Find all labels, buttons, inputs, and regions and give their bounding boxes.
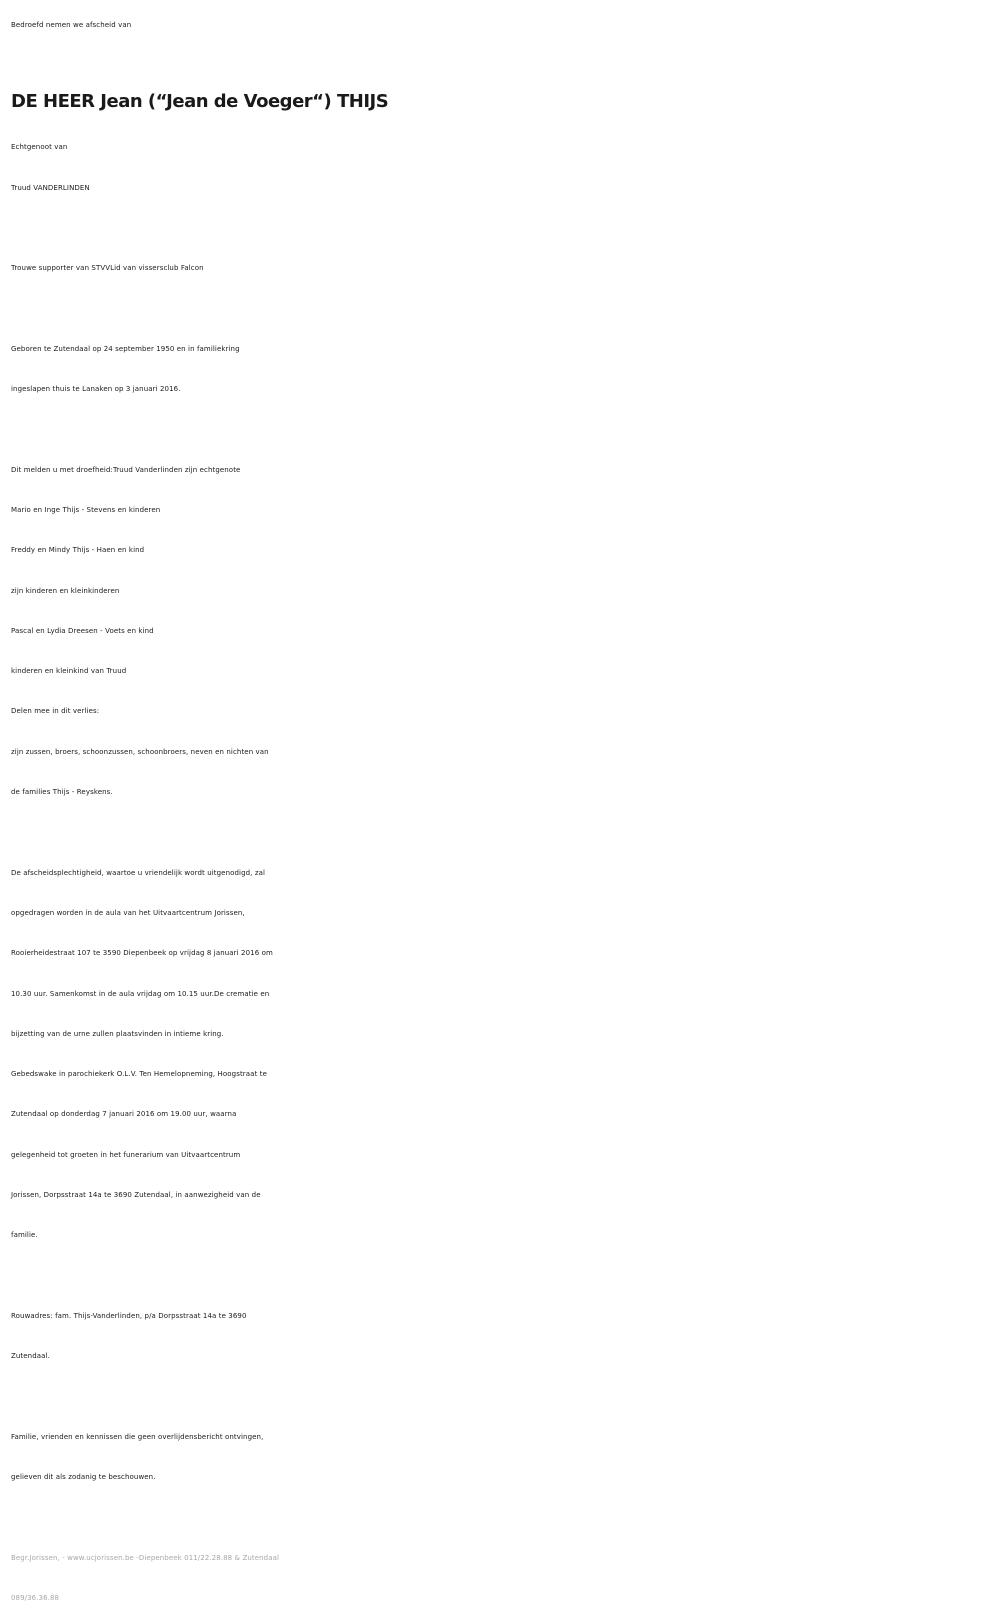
birth-line: ingeslapen thuis te Lanaken op 3 januari 2016. <box>11 385 181 394</box>
family-line: zijn zussen, broers, schoonzussen, schoonbroers, neven en nichten van <box>11 747 269 756</box>
ceremony-line: Rooierheidestraat 107 te 3590 Diepenbeek op vrijdag 8 januari 2016 om <box>11 949 273 958</box>
closing-line: gelieven dit als zodanig te beschouwen. <box>11 1473 156 1482</box>
ceremony-line: Gebedswake in parochiekerk O.L.V. Ten Hemelopneming, Hoogstraat te <box>11 1070 267 1079</box>
undertaker-footer <box>11 1538 991 1619</box>
ceremony-line: Zutendaal op donderdag 7 januari 2016 om 19.00 uur, waarna <box>11 1110 237 1119</box>
family-line: Pascal en Lydia Dreesen - Voets en kind <box>11 626 154 635</box>
deceased-name: DE HEER Jean (“Jean de Voeger“) THIJS <box>11 91 389 113</box>
ceremony-line: bijzetting van de urne zullen plaatsvinden in intieme kring. <box>11 1029 224 1038</box>
family-line: Delen mee in dit verlies: <box>11 707 100 716</box>
closing-line: Familie, vrienden en kennissen die geen overlijdensbericht ontvingen, <box>11 1432 264 1441</box>
address-line: Zutendaal. <box>11 1352 50 1361</box>
address-line: Rouwadres: fam. Thijs-Vanderlinden, p/a Dorpsstraat 14a te 3690 <box>11 1311 247 1320</box>
ceremony-line: Jorissen, Dorpsstraat 14a te 3690 Zutendaal, in aanwezigheid van de <box>11 1191 261 1200</box>
family-line: kinderen en kleinkind van Truud <box>11 667 127 676</box>
spouse-line: Truud VANDERLINDEN <box>11 183 90 192</box>
family-line: Freddy en Mindy Thijs - Haen en kind <box>11 546 145 555</box>
ceremony-section <box>11 853 991 1256</box>
address-section <box>11 1296 991 1377</box>
family-line: Dit melden u met droefheid:Truud Vanderlinden zijn echtgenote <box>11 465 241 474</box>
ceremony-line: De afscheidsplechtigheid, waartoe u vriendelijk wordt uitgenodigd, zal <box>11 868 266 877</box>
intro-text: Bedroefd nemen we afscheid van <box>11 21 132 29</box>
birth-section <box>11 329 991 410</box>
spouse-section <box>11 127 991 208</box>
family-line: Mario en Inge Thijs - Stevens en kinderen <box>11 505 161 514</box>
affiliation-text: Trouwe supporter van STVVLid van vissersclub Falcon <box>11 264 204 273</box>
footer-line: 089/36.36.88 <box>11 1593 60 1602</box>
death-notice <box>11 0 991 1618</box>
family-line: de families Thijs - Reyskens. <box>11 788 113 797</box>
family-line: zijn kinderen en kleinkinderen <box>11 586 120 595</box>
ceremony-line: familie. <box>11 1231 38 1240</box>
ceremony-line: opgedragen worden in de aula van het Uitvaartcentrum Jorissen, <box>11 908 245 917</box>
ceremony-line: 10.30 uur. Samenkomst in de aula vrijdag om 10.15 uur.De crematie en <box>11 989 270 998</box>
spouse-line: Echtgenoot van <box>11 143 68 152</box>
birth-line: Geboren te Zutendaal op 24 september 1950 en in familiekring <box>11 344 240 353</box>
ceremony-line: gelegenheid tot groeten in het funerarium van Uitvaartcentrum <box>11 1150 241 1159</box>
footer-line: Begr.Jorissen, - www.ucjorissen.be -Diepenbeek 011/22.28.88 & Zutendaal <box>11 1553 280 1562</box>
family-section <box>11 450 991 813</box>
closing-section <box>11 1417 991 1498</box>
